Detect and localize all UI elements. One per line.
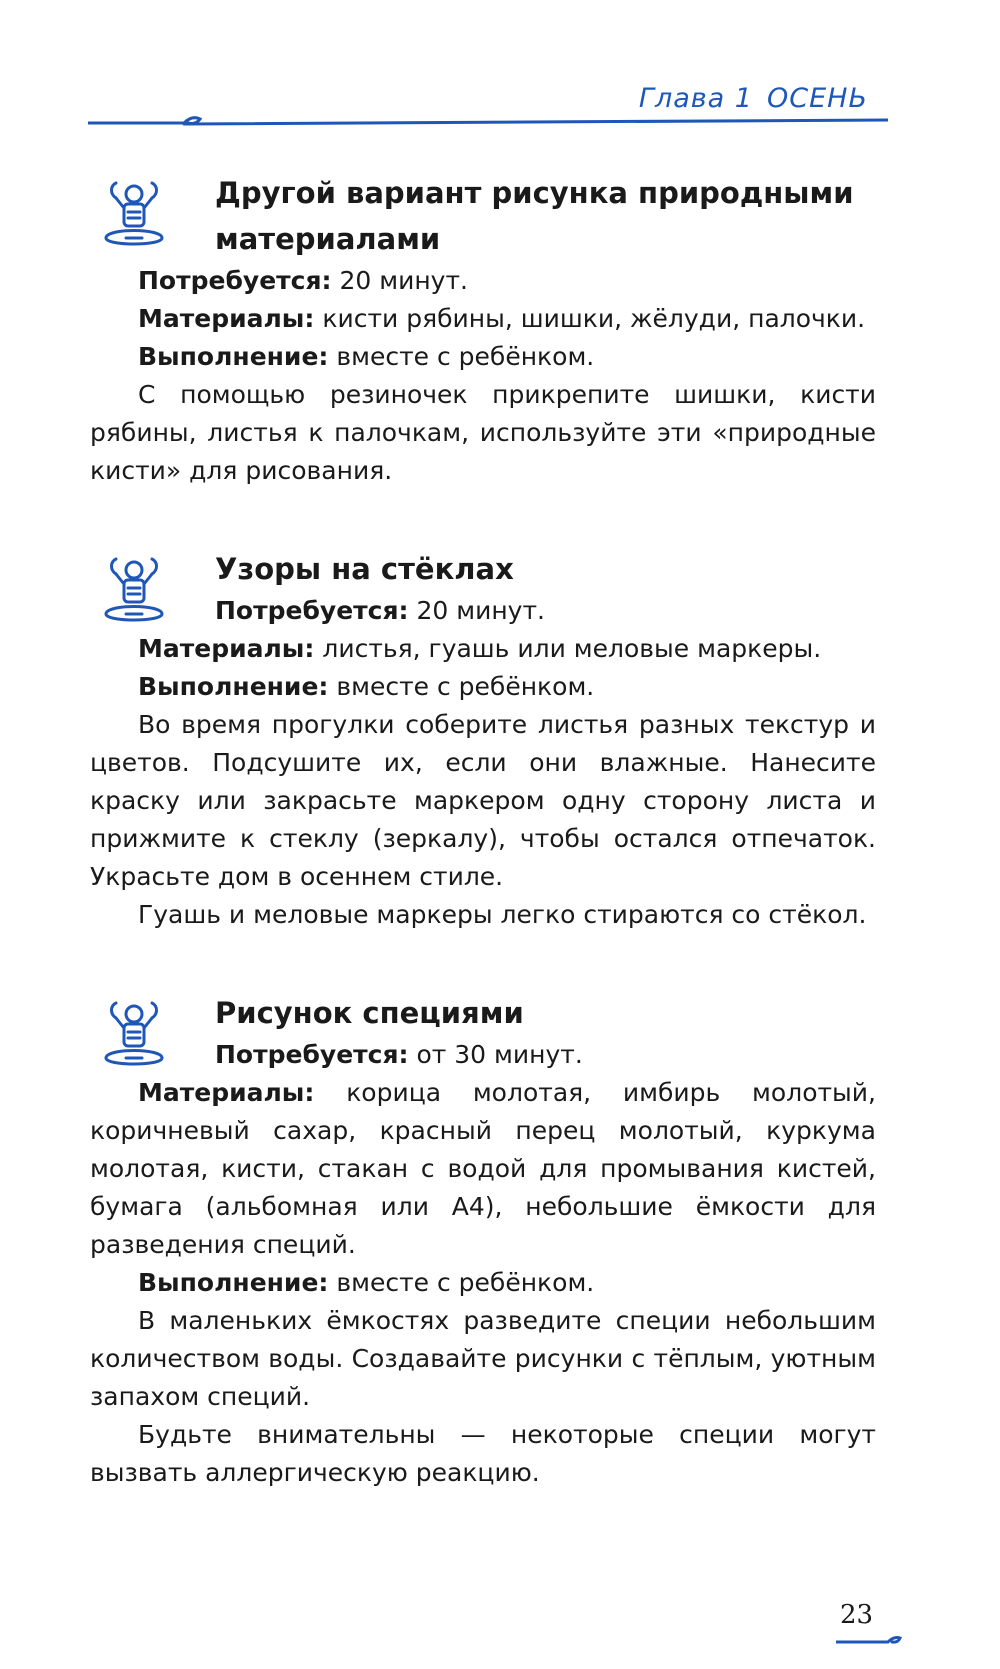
time-label: Потребуется: <box>215 596 409 625</box>
materials-paragraph <box>90 1074 876 1264</box>
body-paragraph: Будьте внимательны — некоторые специи могут вызвать аллергическую реакцию. <box>90 1420 876 1487</box>
page-number: 23 <box>840 1600 874 1630</box>
body-paragraph: Гуашь и меловые маркеры легко стираются со стёкол. <box>138 900 867 929</box>
body-paragraph: В маленьких ёмкостях разведите специи небольшим количеством воды. Создавайте рисунки с тёплым, уютным запахом специй. <box>90 1306 876 1411</box>
materials-value: листья, гуашь или меловые маркеры. <box>314 634 822 663</box>
page-content <box>90 170 876 1492</box>
materials-label: Материалы: <box>138 634 315 663</box>
time-value: 20 минут. <box>408 596 545 625</box>
footer-swash <box>836 1632 906 1648</box>
materials-label: Материалы: <box>138 1078 315 1107</box>
execution-label: Выполнение: <box>138 342 329 371</box>
meditating-child-icon <box>102 1000 166 1076</box>
materials-value: кисти рябины, шишки, жёлуди, палочки. <box>314 304 866 333</box>
running-header <box>639 83 868 114</box>
body-paragraph: С помощью резиночек прикрепите шишки, кисти рябины, листья к палочкам, используйте эти «природные кисти» для рисования. <box>90 380 876 485</box>
chapter-label: Глава 1 <box>638 83 753 114</box>
section-title: Другой вариант рисунка природными материалами <box>215 176 854 256</box>
materials-value: корица молотая, имбирь молотый, коричневый сахар, красный перец молотый, куркума молотая, кисти, стакан с водой для промывания кистей, бумага (альбомная или А4), небольшие ёмкости для разведения специй. <box>90 1078 876 1259</box>
execution-label: Выполнение: <box>138 672 329 701</box>
section-title: Узоры на стёклах <box>215 552 514 586</box>
materials-label: Материалы: <box>138 304 315 333</box>
meditating-child-icon <box>102 556 166 632</box>
execution-value: вместе с ребёнком. <box>328 672 595 701</box>
meditating-child-icon <box>102 180 166 256</box>
activity-section <box>90 546 876 934</box>
section-label: ОСЕНЬ <box>767 83 868 114</box>
header-rule <box>88 112 888 132</box>
activity-section <box>90 170 876 490</box>
time-value: 20 минут. <box>331 266 468 295</box>
time-label: Потребуется: <box>215 1040 409 1069</box>
time-value: от 30 минут. <box>408 1040 583 1069</box>
section-title: Рисунок специями <box>215 996 524 1030</box>
body-paragraph: Во время прогулки соберите листья разных текстур и цветов. Подсушите их, если они влажные. Нанесите краску или закрасьте маркером одну сторону листа и прижмите к стеклу (зеркалу), чтобы остался отпечаток. Украсьте дом в осеннем стиле. <box>90 710 876 891</box>
activity-section <box>90 990 876 1492</box>
time-label: Потребуется: <box>138 266 332 295</box>
execution-label: Выполнение: <box>138 1268 329 1297</box>
execution-value: вместе с ребёнком. <box>328 1268 595 1297</box>
execution-value: вместе с ребёнком. <box>328 342 595 371</box>
